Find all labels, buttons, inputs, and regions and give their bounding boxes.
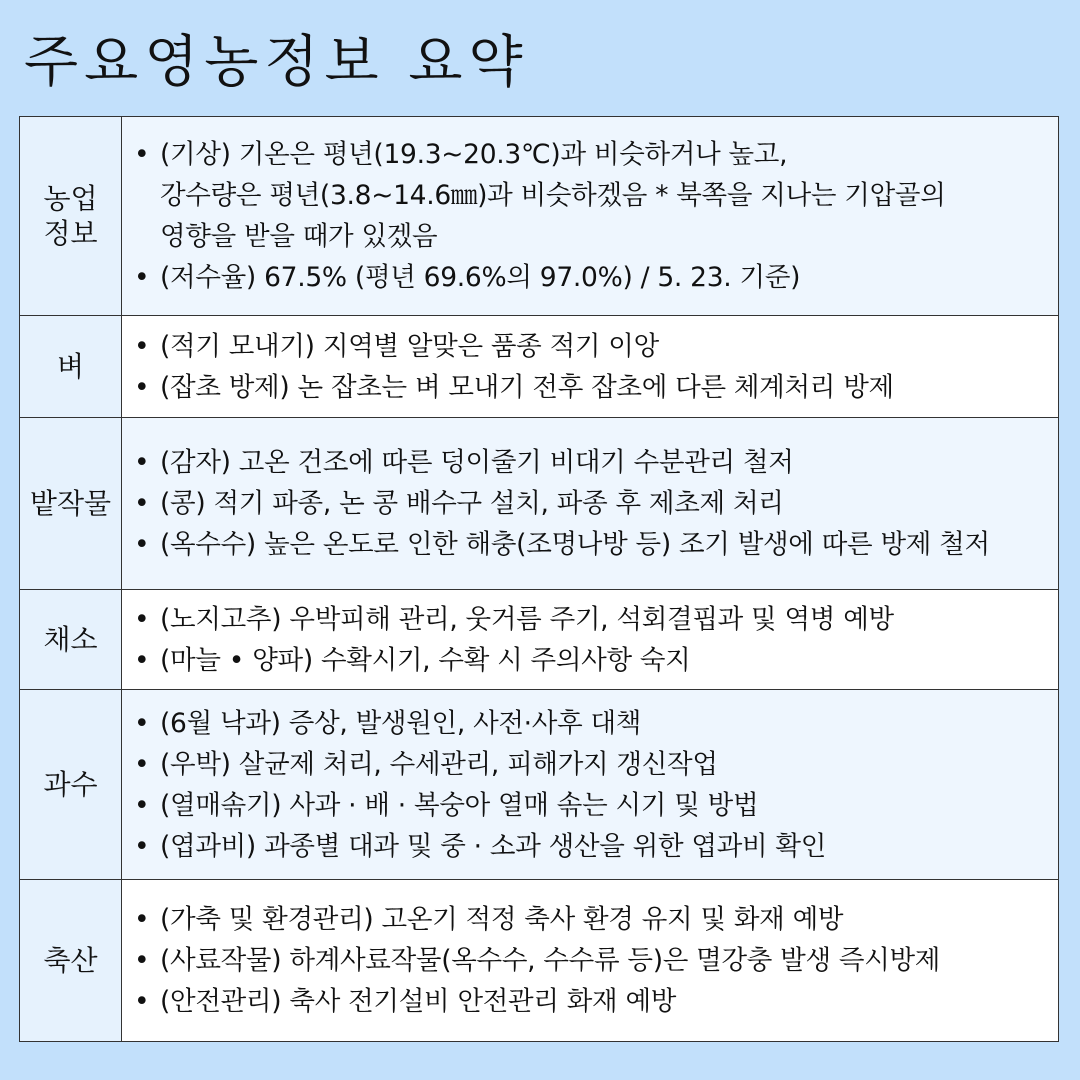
list-item — [130, 524, 1050, 565]
content-cell — [122, 418, 1059, 590]
list-item — [130, 744, 1050, 785]
category-cell — [20, 418, 122, 590]
item-text: 강수량은 평년(3.8~14.6㎜)과 비슷하겠음 * 북쪽을 지나는 기압골의 — [160, 180, 946, 211]
list-item — [130, 640, 1050, 681]
item-text: (우박) 살균제 처리, 수세관리, 피해가지 갱신작업 — [160, 748, 718, 780]
list-item — [130, 826, 1050, 867]
item-text: 영향을 받을 때가 있겠음 — [160, 221, 438, 252]
bullet-icon: • — [134, 644, 150, 676]
bullet-icon: • — [134, 330, 150, 362]
content-cell — [122, 690, 1059, 880]
bullet-list — [122, 442, 1058, 565]
bullet-icon: • — [134, 447, 150, 478]
bullet-icon: • — [134, 262, 150, 293]
category-label: 축산 — [43, 944, 98, 977]
table-row — [20, 690, 1059, 880]
list-item — [130, 326, 1050, 367]
item-text: (기상) 기온은 평년(19.3~20.3℃)과 비슷하거나 높고, — [160, 139, 788, 170]
category-cell — [20, 880, 122, 1042]
item-text: (안전관리) 축사 전기설비 안전관리 화재 예방 — [160, 986, 677, 1017]
list-item — [130, 703, 1050, 744]
content-cell — [122, 316, 1059, 418]
item-text: (사료작물) 하계사료작물(옥수수, 수수류 등)은 멸강충 발생 즉시방제 — [160, 945, 941, 976]
item-text: (6월 낙과) 증상, 발생원인, 사전·사후 대책 — [160, 707, 642, 739]
bullet-icon: • — [134, 789, 150, 821]
list-item — [130, 257, 1050, 298]
item-text: (옥수수) 높은 온도로 인한 해충(조명나방 등) 조기 발생에 따른 방제 철저 — [160, 529, 990, 560]
bullet-icon: • — [134, 748, 150, 780]
item-text: (열매솎기) 사과 · 배 · 복숭아 열매 솎는 시기 및 방법 — [160, 789, 759, 821]
category-label: 벼 — [56, 350, 85, 383]
item-text: (노지고추) 우박피해 관리, 웃거름 주기, 석회결핍과 및 역병 예방 — [160, 603, 894, 635]
category-cell — [20, 117, 122, 316]
category-label: 과수 — [43, 768, 98, 801]
list-item — [130, 899, 1050, 940]
item-text: (콩) 적기 파종, 논 콩 배수구 설치, 파종 후 제초제 처리 — [160, 488, 784, 519]
category-cell — [20, 316, 122, 418]
table-row — [20, 316, 1059, 418]
list-item — [130, 134, 1050, 257]
item-text: (적기 모내기) 지역별 알맞은 품종 적기 이앙 — [160, 330, 659, 362]
category-label: 농업 — [43, 182, 98, 215]
category-label: 밭작물 — [29, 487, 112, 520]
bullet-icon: • — [134, 830, 150, 862]
list-item — [130, 940, 1050, 981]
bullet-list — [122, 899, 1058, 1022]
bullet-list — [122, 134, 1058, 298]
category-label: 채소 — [43, 623, 98, 656]
table-row — [20, 117, 1059, 316]
page-title: 주요영농정보 요약 — [24, 30, 529, 95]
list-item — [130, 367, 1050, 408]
list-item — [130, 981, 1050, 1022]
content-cell — [122, 880, 1059, 1042]
bullet-icon: • — [134, 986, 150, 1017]
content-cell — [122, 117, 1059, 316]
bullet-list — [122, 326, 1058, 408]
content-cell — [122, 590, 1059, 690]
item-text: (저수율) 67.5% (평년 69.6%의 97.0%) / 5. 23. 기준) — [160, 262, 801, 293]
category-label: 정보 — [43, 217, 98, 250]
bullet-icon: • — [134, 371, 150, 403]
item-text: (감자) 고온 건조에 따른 덩이줄기 비대기 수분관리 철저 — [160, 447, 794, 478]
item-text: (잡초 방제) 논 잡초는 벼 모내기 전후 잡초에 다른 체계처리 방제 — [160, 371, 894, 403]
list-item — [130, 442, 1050, 483]
bullet-list — [122, 599, 1058, 681]
item-text: (엽과비) 과종별 대과 및 중 · 소과 생산을 위한 엽과비 확인 — [160, 830, 827, 862]
table-row — [20, 590, 1059, 690]
bullet-icon: • — [134, 139, 150, 170]
list-item — [130, 599, 1050, 640]
item-text: (마늘 • 양파) 수확시기, 수확 시 주의사항 숙지 — [160, 644, 691, 676]
bullet-icon: • — [134, 529, 150, 560]
item-text: (가축 및 환경관리) 고온기 적정 축사 환경 유지 및 화재 예방 — [160, 904, 844, 935]
list-item — [130, 785, 1050, 826]
table-row — [20, 418, 1059, 590]
bullet-icon: • — [134, 707, 150, 739]
farming-info-table — [19, 116, 1059, 1042]
list-item — [130, 483, 1050, 524]
category-cell — [20, 590, 122, 690]
bullet-icon: • — [134, 945, 150, 976]
bullet-icon: • — [134, 488, 150, 519]
category-cell — [20, 690, 122, 880]
table-row — [20, 880, 1059, 1042]
bullet-icon: • — [134, 904, 150, 935]
bullet-list — [122, 703, 1058, 867]
bullet-icon: • — [134, 603, 150, 635]
